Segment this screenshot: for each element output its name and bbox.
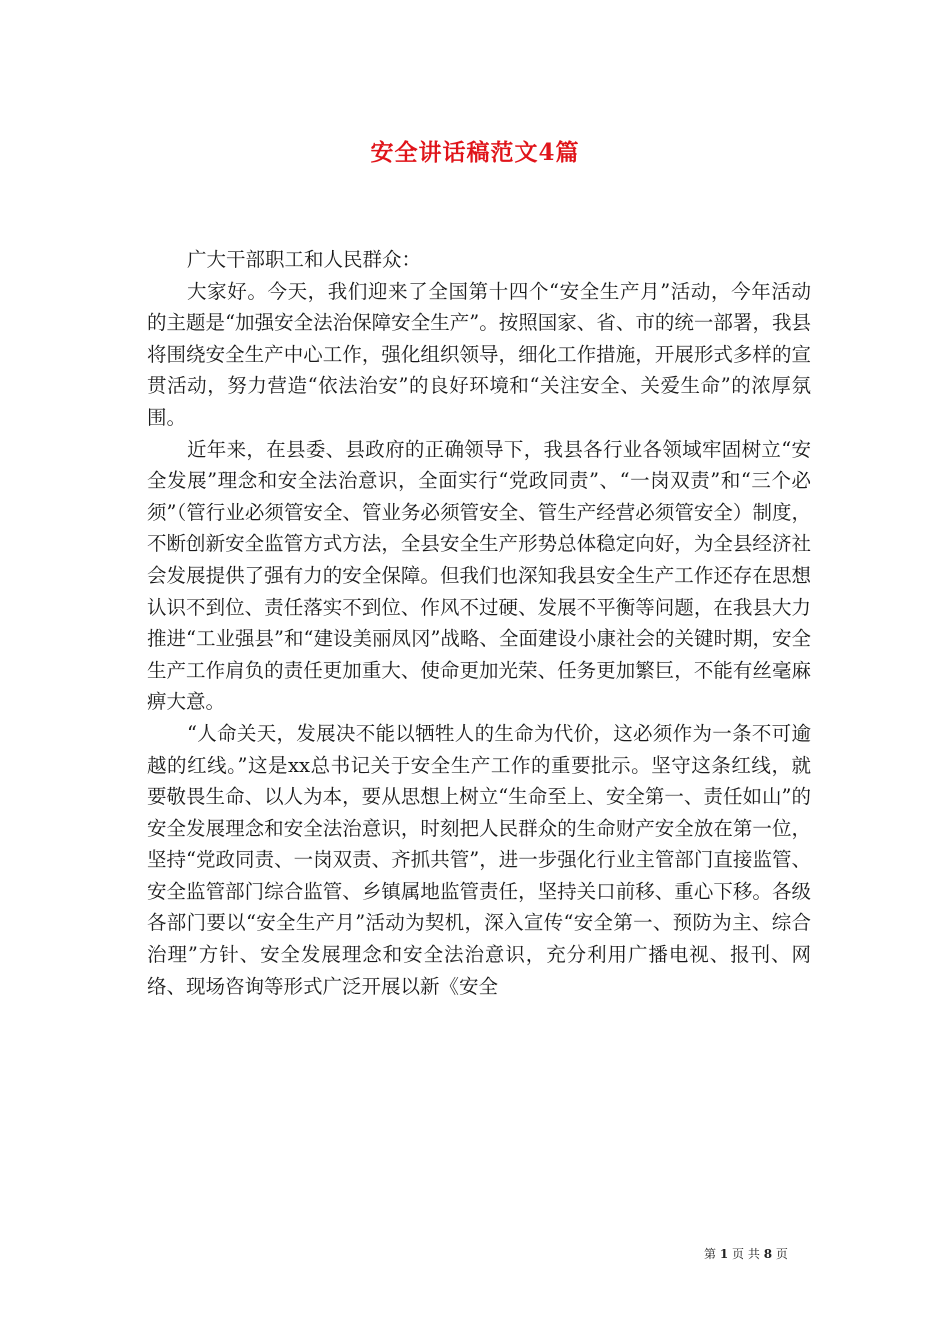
document-title: 安全讲话稿范文4篇 bbox=[370, 139, 580, 166]
salutation: 广大干部职工和人民群众： bbox=[187, 248, 422, 271]
total-page-number: 8 bbox=[763, 1247, 773, 1261]
footer-suffix: 页 bbox=[775, 1247, 788, 1261]
paragraph-3: “人命关天，发展决不能以牺牲人的生命为代价，这必须作为一条不可逾越的红线。”这是xx总书记关于安全生产工作的重要批示。坚守这条红线，就要敬畏生命、以人为本，要从思想上树立“生命至上、安全第一、责任如山”的安全发展理念和安全法治意识，时刻把人民群众的生命财产安全放在第一位，坚持“党政同责、一岗双责、齐抓共管”，进一步强化行业主管部门直接监管、安全监管部门综合监管、乡镇属地监管责任，坚持关口前移、重心下移。各级各部门要以“安全生产月”活动为契机，深入宣传“安全第一、预防为主、综合治理”方针、安全发展理念和安全法治意识，充分利用广播电视、报刊、网络、现场咨询等形式广泛开展以新《安全 bbox=[147, 721, 811, 998]
page-number-footer bbox=[704, 1245, 788, 1262]
footer-prefix: 第 bbox=[704, 1247, 717, 1261]
paragraph-2: 近年来，在县委、县政府的正确领导下，我县各行业各领域牢固树立“安全发展”理念和安全法治意识，全面实行“党政同责”、“一岗双责”和“三个必须”（管行业必须管安全、管业务必须管安全、管生产经营必须管安全）制度，不断创新安全监管方式方法，全县安全生产形势总体稳定向好，为全县经济社会发展提供了强有力的安全保障。但我们也深知我县安全生产工作还存在思想认识不到位、责任落实不到位、作风不过硬、发展不平衡等问题，在我县大力推进“工业强县”和“建设美丽凤冈”战略、全面建设小康社会的关键时期，安全生产工作肩负的责任更加重大、使命更加光荣、任务更加繁巨，不能有丝毫麻痹大意。 bbox=[147, 437, 811, 714]
current-page-number: 1 bbox=[719, 1247, 729, 1261]
footer-middle: 页 共 bbox=[732, 1247, 760, 1261]
document-body bbox=[147, 244, 811, 1002]
paragraph-1: 大家好。今天，我们迎来了全国第十四个“安全生产月”活动，今年活动的主题是“加强安全法治保障安全生产”。按照国家、省、市的统一部署，我县将围绕安全生产中心工作，强化组织领导，细化工作措施，开展形式多样的宣贯活动，努力营造“依法治安”的良好环境和“关注安全、关爱生命”的浓厚氛围。 bbox=[147, 279, 811, 429]
